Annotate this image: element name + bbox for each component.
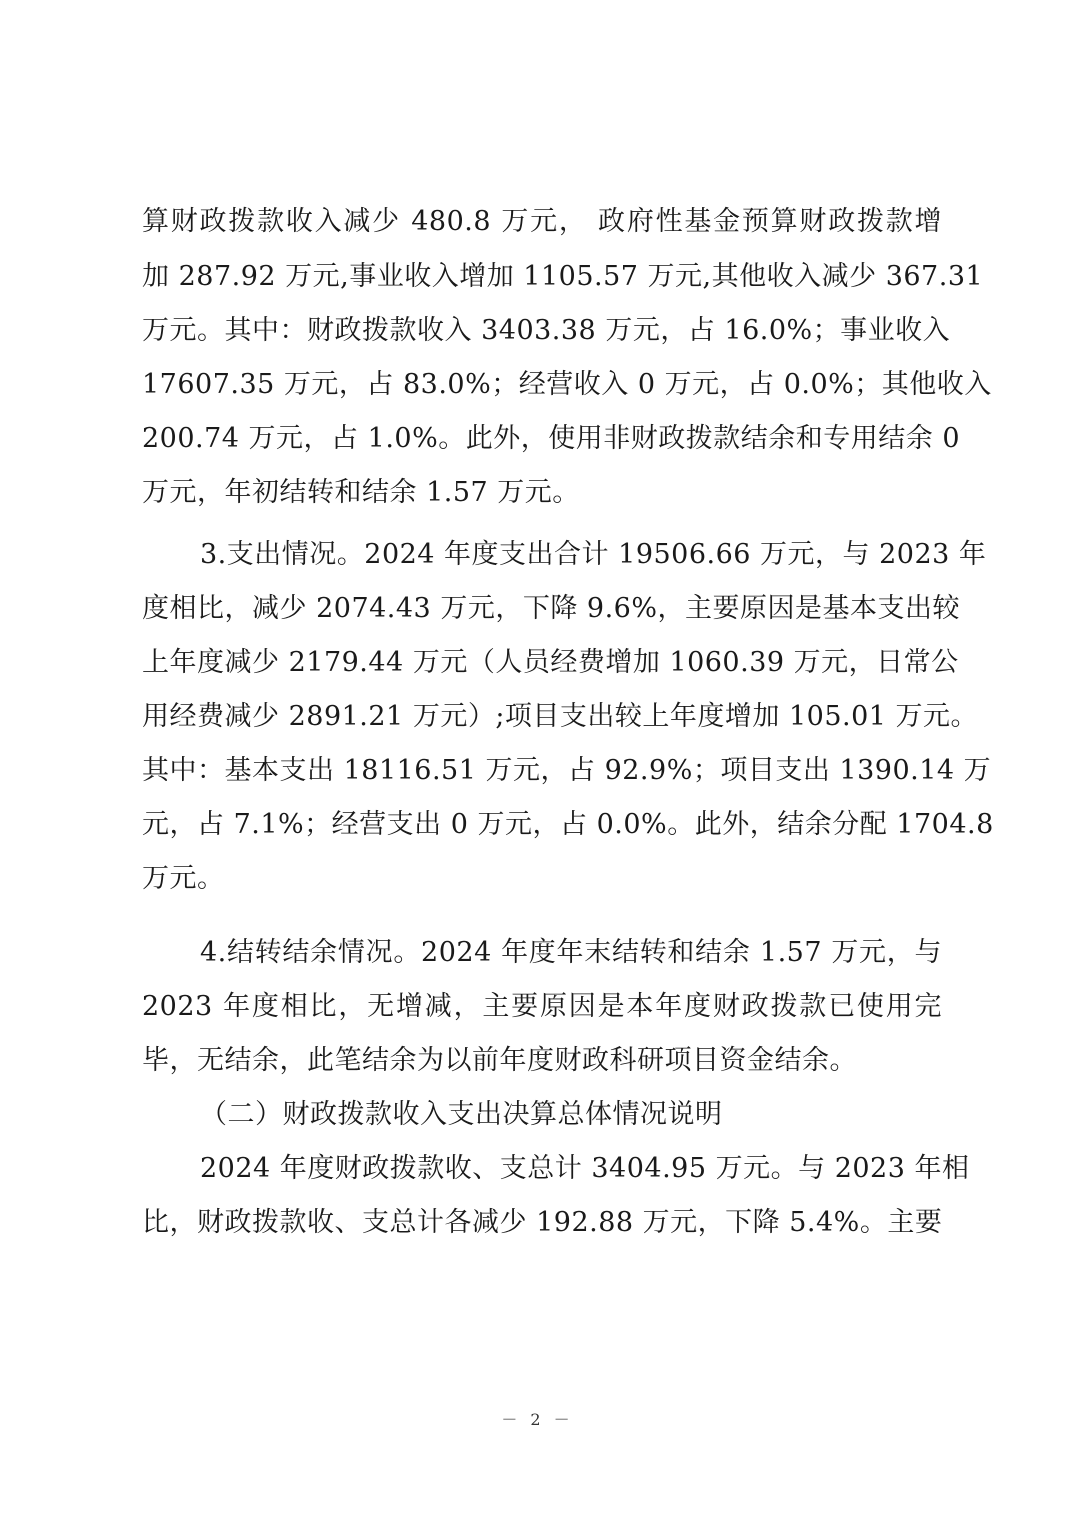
text-line: 算财政拨款收入减少 480.8 万元， 政府性基金预算财政拨款增	[142, 206, 942, 237]
section-heading: （二）财政拨款收入支出决算总体情况说明	[200, 1099, 723, 1130]
text-line: 其中：基本支出 18116.51 万元，占 92.9%；项目支出 1390.14 万	[142, 755, 992, 786]
page-number: － 2 －	[501, 1410, 574, 1429]
text-line: 17607.35 万元，占 83.0%；经营收入 0 万元，占 0.0%；其他收入	[142, 369, 992, 400]
text-line: 2023 年度相比，无增减，主要原因是本年度财政拨款已使用完	[142, 991, 942, 1022]
text-line: 万元。	[142, 863, 225, 894]
text-line: 万元，年初结转和结余 1.57 万元。	[142, 477, 580, 508]
text-line: 比，财政拨款收、支总计各减少 192.88 万元，下降 5.4%。主要	[142, 1207, 943, 1238]
text-line: 3.支出情况。2024 年度支出合计 19506.66 万元，与 2023 年	[200, 539, 987, 570]
text-line: 4.结转结余情况。2024 年度年末结转和结余 1.57 万元，与	[200, 937, 942, 968]
text-line: 度相比，减少 2074.43 万元，下降 9.6%，主要原因是基本支出较	[142, 593, 960, 624]
text-line: 2024 年度财政拨款收、支总计 3404.95 万元。与 2023 年相	[200, 1153, 970, 1184]
text-line: 加 287.92 万元,事业收入增加 1105.57 万元,其他收入减少 367.31	[142, 261, 984, 292]
text-line: 上年度减少 2179.44 万元（人员经费增加 1060.39 万元，日常公	[142, 647, 959, 678]
text-line: 用经费减少 2891.21 万元）;项目支出较上年度增加 105.01 万元。	[142, 701, 979, 732]
text-line: 元，占 7.1%；经营支出 0 万元，占 0.0%。此外，结余分配 1704.8	[142, 809, 994, 840]
text-line: 200.74 万元，占 1.0%。此外，使用非财政拨款结余和专用结余 0	[142, 423, 960, 454]
text-line: 万元。其中：财政拨款收入 3403.38 万元，占 16.0%；事业收入	[142, 315, 951, 346]
text-line: 毕，无结余，此笔结余为以前年度财政科研项目资金结余。	[142, 1045, 857, 1076]
